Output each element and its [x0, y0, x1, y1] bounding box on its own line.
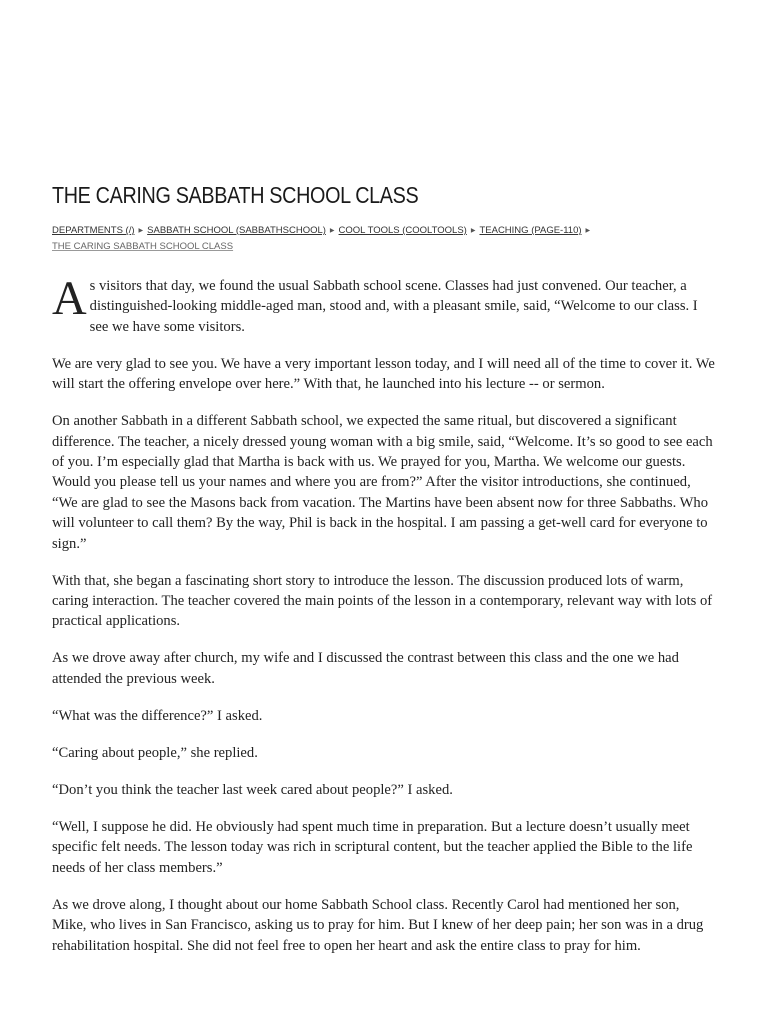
first-paragraph-text: s visitors that day, we found the usual Sabbath school scene. Classes had just convened. Our teacher, a distinguished-looking middle-aged man, stood and, with a pleasant smile, said, “Welcome to our class. I see we have some visitors. [89, 278, 698, 335]
top-whitespace [0, 0, 768, 178]
article-paragraph: “What was the difference?” I asked. [52, 707, 263, 724]
drop-cap: A [52, 272, 87, 325]
article-paragraph: With that, she began a fascinating short story to introduce the lesson. The discussion produced lots of warm, caring interaction. The teacher covered the main points of the lesson in a contemporary, relevant way with lots of practical applications. [52, 572, 713, 630]
article-paragraph: “Caring about people,” she replied. [52, 744, 258, 761]
article-paragraph [52, 272, 716, 337]
article-body [52, 272, 716, 956]
article-paragraph: As we drove away after church, my wife and I discussed the contrast between this class and the one we had attended the previous week. [52, 650, 679, 687]
breadcrumb-link-departments[interactable]: DEPARTMENTS (/) [52, 225, 135, 236]
breadcrumb-link-teaching[interactable]: TEACHING (PAGE-110) [479, 225, 582, 236]
breadcrumb-separator-icon: ▶ [329, 228, 335, 234]
article-paragraph: We are very glad to see you. We have a very important lesson today, and I will need all of the time to cover it. We will start the offering envelope over here.” With that, he launched into his lecture -- or sermon. [52, 355, 715, 393]
article-paragraph: “Don’t you think the teacher last week cared about people?” I asked. [52, 781, 453, 798]
breadcrumb-link-sabbath-school[interactable]: SABBATH SCHOOL (SABBATHSCHOOL) [147, 225, 326, 236]
breadcrumb-separator-icon: ▶ [585, 228, 591, 234]
breadcrumb [52, 223, 716, 255]
breadcrumb-current-page[interactable]: THE CARING SABBATH SCHOOL CLASS [52, 241, 234, 252]
article-paragraph: On another Sabbath in a different Sabbath school, we expected the same ritual, but discovered a significant difference. The teacher, a nicely dressed young woman with a big smile, said, “Welcome. It’s so good to see each of you. I’m especially glad that Martha is back with us. We prayed for you, Martha. We welcome our guests. Would you please tell us your names and where you are from?” After the visitor introductions, she continued, “We are glad to see the Masons back from vacation. The Martins have been absent now for three Sabbaths. Who will volunteer to call them? By the way, Phil is back in the hospital. I am passing a get-well card for everyone to sign.” [52, 413, 713, 552]
breadcrumb-separator-icon: ▶ [470, 228, 476, 234]
article-paragraph: As we drove along, I thought about our home Sabbath School class. Recently Carol had mentioned her son, Mike, who lives in San Francisco, asking us to pray for him. But I knew of her deep pain; her son was in a drug rehabilitation hospital. She did not feel free to open her heart and ask the entire class to pray for him. [52, 896, 704, 954]
article-paragraph: “Well, I suppose he did. He obviously had spent much time in preparation. But a lecture doesn’t usually meet specific felt needs. The lesson today was rich in scriptural content, but the teacher applied the Bible to the life needs of her class members.” [52, 818, 693, 876]
page-title: THE CARING SABBATH SCHOOL CLASS [52, 182, 419, 208]
main-content [0, 178, 768, 956]
breadcrumb-separator-icon: ▶ [138, 228, 144, 234]
breadcrumb-link-cool-tools[interactable]: COOL TOOLS (COOLTOOLS) [338, 225, 467, 236]
